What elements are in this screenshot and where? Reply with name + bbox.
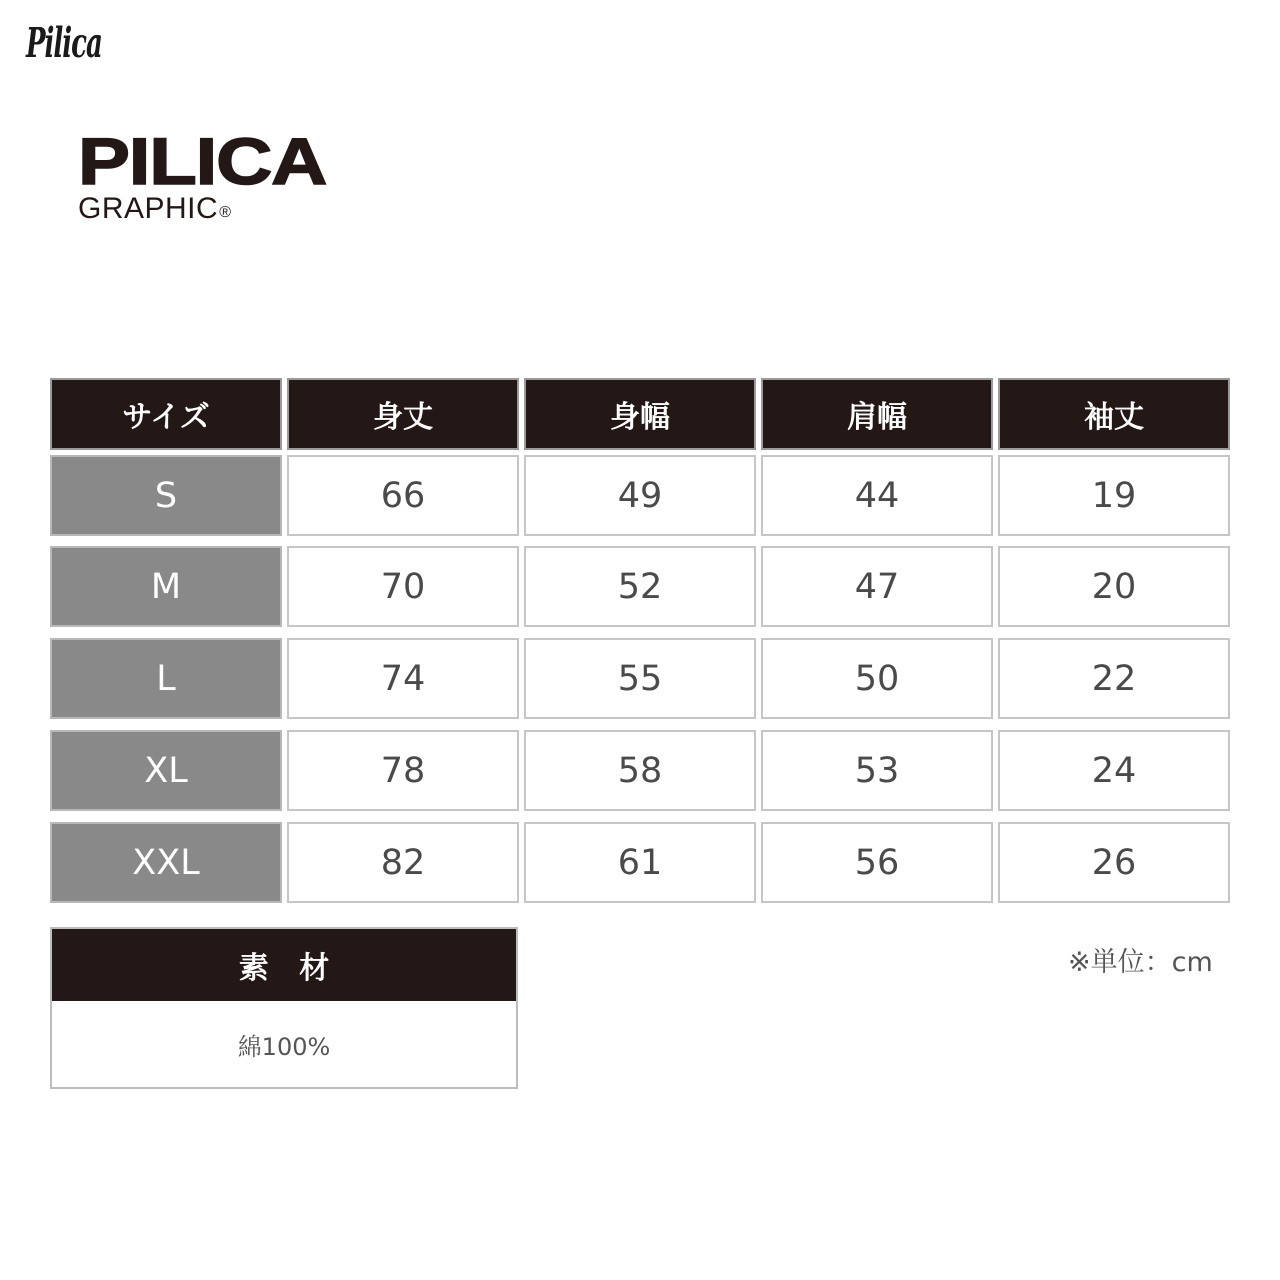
measurement-cell: 44 (761, 455, 993, 536)
header-body-length: 身丈 (287, 378, 519, 450)
measurement-cell: 53 (761, 730, 993, 811)
measurement-cell: 56 (761, 822, 993, 903)
header-sleeve-length: 袖丈 (998, 378, 1230, 450)
header-size: サイズ (50, 378, 282, 450)
brand-name: PILICA (78, 124, 327, 198)
size-label-cell: S (50, 455, 282, 536)
measurement-cell: 55 (524, 638, 756, 719)
measurement-cell: 20 (998, 546, 1230, 627)
measurement-cell: 49 (524, 455, 756, 536)
measurement-cell: 61 (524, 822, 756, 903)
registered-mark: ® (219, 204, 232, 221)
material-box (50, 927, 518, 1089)
measurement-cell: 19 (998, 455, 1230, 536)
size-label-cell: XL (50, 730, 282, 811)
measurement-cell: 22 (998, 638, 1230, 719)
measurement-cell: 74 (287, 638, 519, 719)
measurement-cell: 50 (761, 638, 993, 719)
measurement-cell: 52 (524, 546, 756, 627)
corner-logo: Pilica (26, 20, 102, 68)
measurement-cell: 82 (287, 822, 519, 903)
measurement-cell: 24 (998, 730, 1230, 811)
header-body-width: 身幅 (524, 378, 756, 450)
brand-sub-text: GRAPHIC (78, 192, 219, 225)
header-shoulder-width: 肩幅 (761, 378, 993, 450)
brand-logo (78, 124, 327, 228)
material-header: 素 材 (52, 929, 516, 1001)
material-value: 綿100% (237, 1032, 331, 1061)
size-label-cell: M (50, 546, 282, 627)
measurement-cell: 70 (287, 546, 519, 627)
measurement-cell: 78 (287, 730, 519, 811)
size-label-cell: L (50, 638, 282, 719)
measurement-cell: 26 (998, 822, 1230, 903)
size-label-cell: XXL (50, 822, 282, 903)
brand-subtitle (78, 194, 288, 228)
unit-note: ※単位：cm (1068, 947, 1213, 978)
measurement-cell: 58 (524, 730, 756, 811)
measurement-cell: 66 (287, 455, 519, 536)
measurement-cell: 47 (761, 546, 993, 627)
